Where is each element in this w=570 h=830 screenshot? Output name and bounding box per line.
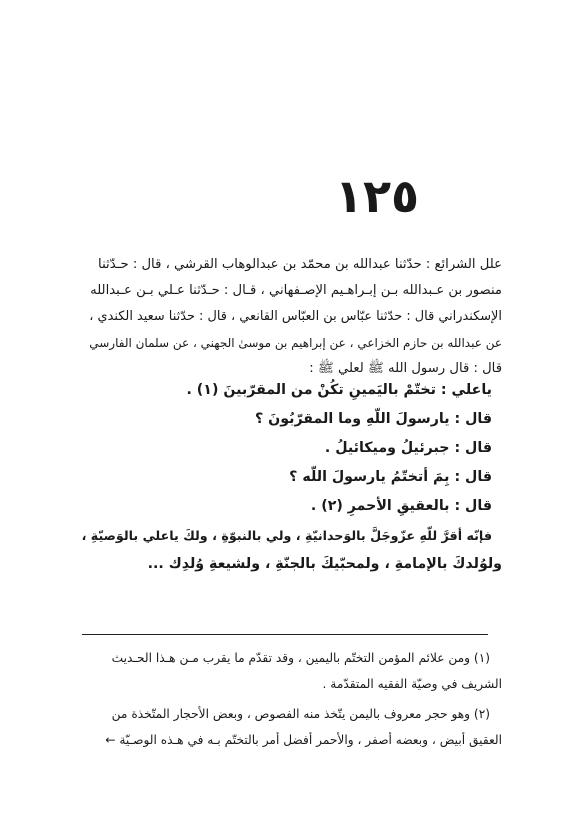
matn-line: قال : بِمَ أتختّمُ يارسولَ اللّه ؟ bbox=[289, 469, 492, 485]
matn-line: قال : يارسولَ اللّهِ وما المقرّبُونَ ؟ bbox=[254, 411, 492, 427]
hadith-number: ١٢٥ bbox=[334, 169, 420, 223]
footnote bbox=[82, 701, 502, 753]
sanad-line: عن عبدالله بن حازم الخزاعي ، عن إبراهيم بن موسىٰ الجهني ، عن سلمان الفارسي bbox=[89, 336, 502, 350]
footnote-line: (٢) وهو حجر معروف باليمن يتّخذ منه الفصوص ، وبعض الأحجار المتّخذة من bbox=[111, 707, 490, 721]
footnote-line: (١) ومن علائم المؤمن التختّم باليمين ، وقد تقدّم ما يقرب مـن هـذا الحـديث bbox=[111, 651, 490, 665]
footnote-line: العقيق أبيض ، وبعضه أصفر ، والأحمر أفضل أمر بالتختّم بـه في هـذه الوصـيّة ← bbox=[105, 733, 502, 747]
footnote-divider bbox=[82, 634, 488, 635]
sanad-line: الإسكندراني قال : حدّثنا عبّاس بن العبّاس القانعي ، قال : حدّثنا سعيد الكندي ، bbox=[89, 309, 502, 324]
sanad-line: منصور بن عـبدالله بـن إبـراهـيم الإصـفهاني ، قـال : حـدّثنا عـلي بـن عـبدالله bbox=[90, 283, 502, 298]
chain-of-narration bbox=[82, 252, 502, 382]
matn-line: فإنّه أقرَّ للّهِ عزّوجَلَّ بالوَحدانيّةِ ، ولي بالنبوّةِ ، ولكَ ياعلي بالوَصيّةِ ، bbox=[81, 528, 492, 543]
footnote-line: الشريف في وصيّة الفقيه المتقدّمة . bbox=[322, 677, 502, 691]
sanad-line: علل الشرائع : حدّثنا عبدالله بن محمّد بن عبدالوهاب القرشي ، قال : حـدّثنا bbox=[98, 257, 502, 272]
matn-line: ياعلي : تختّمْ باليَمينِ تكُنْ من المقرّبينَ (١) . bbox=[186, 382, 492, 398]
matn-line: ولوُلدكَ بالإمامةِ ، ولمحبّيكَ بالجنّةِ ، ولشيعةِ وُلدِك ... bbox=[147, 556, 502, 572]
sanad-line: قال : قال رسول الله ﷺ لعلي ﷺ : bbox=[309, 361, 502, 376]
hadith-text bbox=[82, 376, 502, 579]
footnote bbox=[82, 645, 502, 697]
footnotes bbox=[82, 645, 502, 757]
matn-line: قال : بالعقيقِ الأحمرِ (٢) . bbox=[310, 498, 492, 514]
matn-line: قال : جبرئيلُ وميكائيلُ . bbox=[324, 440, 492, 456]
